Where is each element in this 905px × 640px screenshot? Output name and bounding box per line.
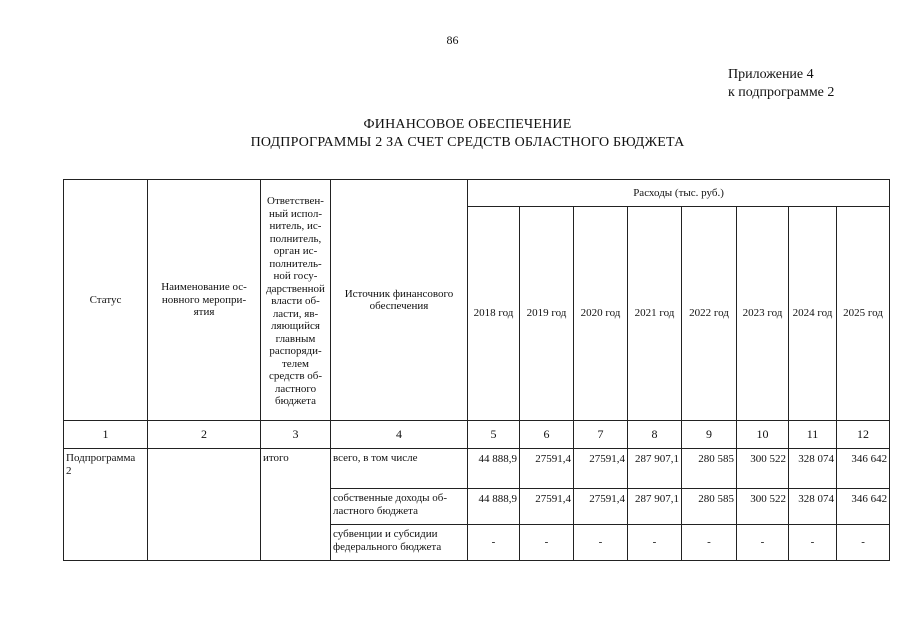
column-number: 8 xyxy=(628,421,682,449)
financing-table xyxy=(63,179,890,561)
value-cell: 280 585 xyxy=(682,489,737,525)
header-expenses: Расходы (тыс. руб.) xyxy=(468,180,890,207)
column-number: 1 xyxy=(64,421,148,449)
value-cell: 27591,4 xyxy=(574,489,628,525)
value-cell: 300 522 xyxy=(737,489,789,525)
appendix-line-1: Приложение 4 xyxy=(728,67,814,82)
value-cell: - xyxy=(789,525,837,561)
value-cell: 44 888,9 xyxy=(468,449,520,489)
value-cell: - xyxy=(520,525,574,561)
value-cell: 27591,4 xyxy=(520,489,574,525)
document-title xyxy=(0,116,905,152)
value-cell: - xyxy=(682,525,737,561)
appendix-line-2: к подпрограмме 2 xyxy=(728,85,835,100)
value-cell: - xyxy=(837,525,890,561)
column-number: 3 xyxy=(261,421,331,449)
header-year-2018: 2018 год xyxy=(468,207,520,421)
header-year-2022: 2022 год xyxy=(682,207,737,421)
value-cell: 280 585 xyxy=(682,449,737,489)
column-number: 5 xyxy=(468,421,520,449)
header-year-2021: 2021 год xyxy=(628,207,682,421)
value-cell: 346 642 xyxy=(837,489,890,525)
value-cell: 346 642 xyxy=(837,449,890,489)
column-number: 10 xyxy=(737,421,789,449)
source-cell: всего, в том числе xyxy=(331,449,468,489)
executor-cell: итого xyxy=(261,449,331,561)
header-event-name: Наименование ос- новного меропри- ятия xyxy=(148,180,261,421)
value-cell: 44 888,9 xyxy=(468,489,520,525)
title-line-1: ФИНАНСОВОЕ ОБЕСПЕЧЕНИЕ xyxy=(363,117,572,132)
table-row xyxy=(64,449,890,489)
source-cell: собственные доходы об- ластного бюджета xyxy=(331,489,468,525)
value-cell: - xyxy=(574,525,628,561)
header-year-2025: 2025 год xyxy=(837,207,890,421)
column-number: 11 xyxy=(789,421,837,449)
value-cell: 27591,4 xyxy=(574,449,628,489)
header-executor: Ответствен- ный испол- нитель, ис- полнитель, орган ис- полнитель- ной госу- дарственной власти об- ласти, яв- ляющийся главным распоряди- телем средств об- ластного бюджета xyxy=(261,180,331,421)
value-cell: 287 907,1 xyxy=(628,449,682,489)
status-cell: Подпрограмма 2 xyxy=(64,449,148,561)
value-cell: 287 907,1 xyxy=(628,489,682,525)
event-name-cell xyxy=(148,449,261,561)
column-number: 7 xyxy=(574,421,628,449)
column-number: 12 xyxy=(837,421,890,449)
header-year-2020: 2020 год xyxy=(574,207,628,421)
value-cell: 27591,4 xyxy=(520,449,574,489)
column-number: 6 xyxy=(520,421,574,449)
column-number-row xyxy=(64,421,890,449)
header-year-2019: 2019 год xyxy=(520,207,574,421)
column-number: 4 xyxy=(331,421,468,449)
value-cell: 328 074 xyxy=(789,489,837,525)
column-number: 2 xyxy=(148,421,261,449)
source-cell: субвенции и субсидии федерального бюджета xyxy=(331,525,468,561)
value-cell: - xyxy=(628,525,682,561)
value-cell: 328 074 xyxy=(789,449,837,489)
page-number: 86 xyxy=(446,33,459,47)
header-funding-source: Источник финансового обеспечения xyxy=(331,180,468,421)
header-year-2024: 2024 год xyxy=(789,207,837,421)
value-cell: 300 522 xyxy=(737,449,789,489)
column-number: 9 xyxy=(682,421,737,449)
value-cell: - xyxy=(468,525,520,561)
title-line-2: ПОДПРОГРАММЫ 2 ЗА СЧЕТ СРЕДСТВ ОБЛАСТНОГО БЮДЖЕТА xyxy=(250,135,685,150)
appendix-note xyxy=(728,66,834,102)
value-cell: - xyxy=(737,525,789,561)
header-year-2023: 2023 год xyxy=(737,207,789,421)
header-status: Статус xyxy=(64,180,148,421)
